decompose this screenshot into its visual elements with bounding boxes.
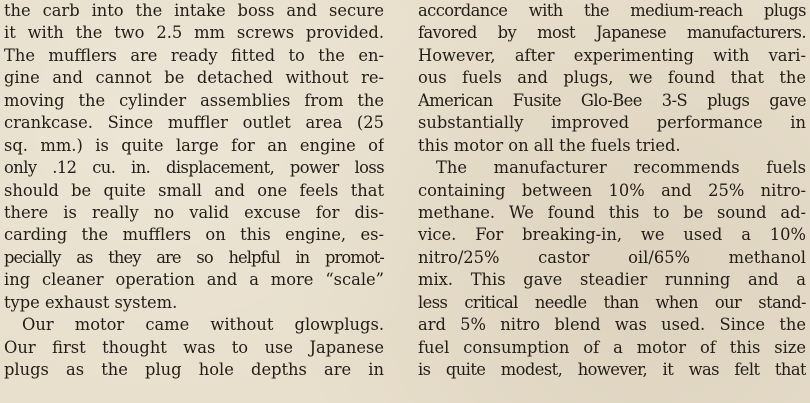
text-line: plugs as the plug hole depths are in — [4, 360, 384, 379]
text-line: carding the mufflers on this engine, es- — [4, 225, 384, 245]
text-line: mix. This gave steadier running and a — [418, 270, 806, 290]
text-line: favored by most Japanese manufacturers. — [418, 23, 806, 43]
text-line: pecially as they are so helpful in promot- — [4, 247, 384, 267]
text-line: nitro/25% castor oil/65% methanol — [418, 247, 806, 267]
text-line: Our motor came without glowplugs. — [22, 315, 384, 335]
text-line: ing cleaner operation and a more “scale” — [4, 270, 384, 290]
text-line: it with the two 2.5 mm screws provided. — [4, 23, 384, 43]
text-line: However, after experimenting with vari- — [418, 45, 806, 65]
text-line: should be quite small and one feels that — [4, 180, 384, 200]
text-line: less critical needle than when our stand- — [418, 292, 806, 312]
text-line: Our first thought was to use Japanese — [4, 337, 384, 357]
text-line: is quite modest, however, it was felt that — [418, 360, 806, 379]
text-line: this motor on all the fuels tried. — [418, 135, 681, 155]
text-column-left — [4, 0, 384, 381]
text-line: The mufflers are ready fitted to the en- — [4, 45, 384, 65]
text-line: fuel consumption of a motor of this size — [418, 337, 806, 357]
text-line: there is really no valid excuse for dis- — [4, 202, 384, 222]
text-line: American Fusite Glo-Bee 3-S plugs gave — [418, 90, 806, 110]
text-line: ard 5% nitro blend was used. Since the — [418, 315, 806, 335]
text-line: accordance with the medium-reach plugs — [418, 1, 806, 20]
text-line: containing between 10% and 25% nitro- — [418, 180, 806, 200]
text-line: substantially improved performance in — [418, 113, 806, 133]
text-line: type exhaust system. — [4, 292, 178, 312]
text-line: methane. We found this to be sound ad- — [418, 202, 806, 222]
text-line: The manufacturer recommends fuels — [436, 158, 806, 178]
text-line: the carb into the intake boss and secure — [4, 1, 384, 20]
text-line: moving the cylinder assemblies from the — [4, 90, 384, 110]
text-line: crankcase. Since muffler outlet area (25 — [4, 113, 384, 133]
text-column-right — [418, 0, 806, 381]
text-line: sq. mm.) is quite large for an engine of — [4, 135, 384, 155]
text-line: only .12 cu. in. displacement, power loss — [4, 158, 384, 178]
text-line: ous fuels and plugs, we found that the — [418, 68, 806, 88]
text-line: vice. For breaking-in, we used a 10% — [418, 225, 806, 245]
text-line: gine and cannot be detached without re- — [4, 68, 384, 88]
